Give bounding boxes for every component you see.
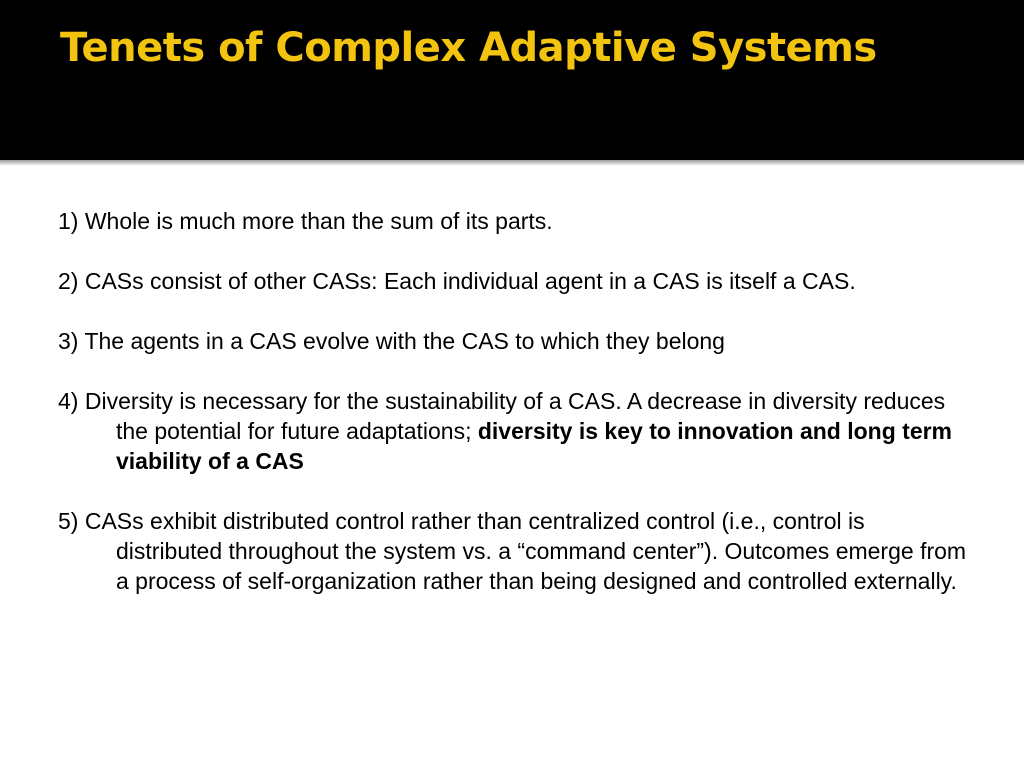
item-text: Whole is much more than the sum of its parts. — [84, 208, 553, 234]
item-text: The agents in a CAS evolve with the CAS to which they belong — [84, 328, 725, 354]
slide-body — [58, 206, 968, 626]
title-divider — [0, 160, 1024, 166]
item-number: 3) — [58, 328, 79, 354]
list-item-4 — [58, 386, 968, 476]
item-number: 4) — [58, 388, 79, 414]
item-number: 1) — [58, 208, 79, 234]
item-text: CASs consist of other CASs: Each individual agent in a CAS is itself a CAS. — [84, 268, 856, 294]
slide-title: Tenets of Complex Adaptive Systems — [60, 25, 877, 71]
item-number: 5) — [58, 508, 79, 534]
item-emphasis: diversity is key to innovation and long term viability of a CAS — [116, 418, 953, 474]
list-item-1 — [58, 206, 968, 236]
list-item-2 — [58, 266, 968, 296]
list-item-3 — [58, 326, 968, 356]
title-bar — [0, 0, 1024, 160]
list-item-5 — [58, 506, 968, 596]
item-number: 2) — [58, 268, 79, 294]
item-text: Diversity is necessary for the sustainability of a CAS. A decrease in diversity reduces the potential for future adaptations; — [84, 388, 946, 444]
item-text: CASs exhibit distributed control rather than centralized control (i.e., control is distributed throughout the system vs. a “command center”). Outcomes emerge from a process of self-organization rather than being designed and controlled externally. — [84, 508, 967, 594]
